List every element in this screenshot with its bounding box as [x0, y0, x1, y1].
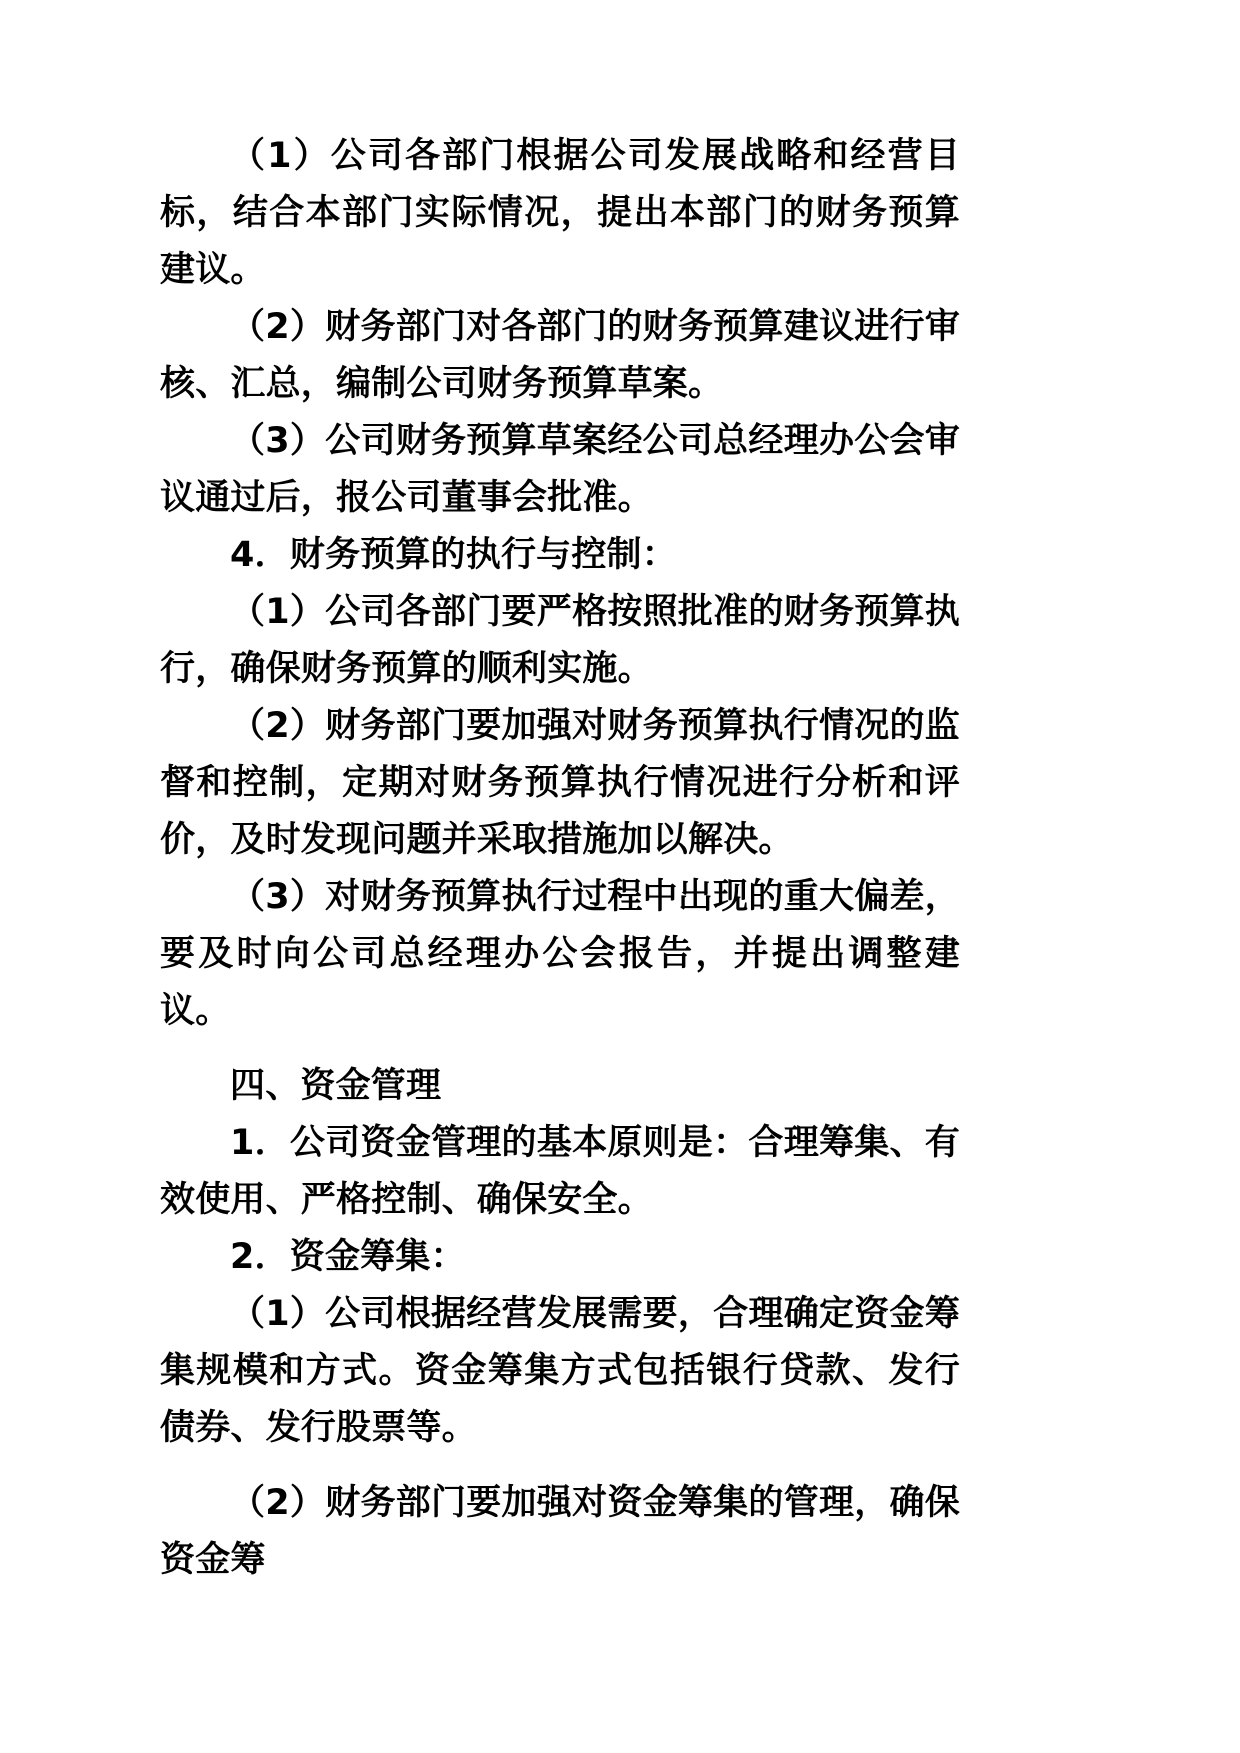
paragraph-budget-proposal: （1）公司各部门根据公司发展战略和经营目标，结合本部门实际情况，提出本部门的财务预算建议。 — [160, 136, 960, 290]
paragraph-fund-raising-heading: 2．资金筹集： — [230, 1237, 466, 1277]
paragraph-fund-raising-management: （2）财务部门要加强对资金筹集的管理，确保资金筹 — [160, 1483, 960, 1580]
paragraph-budget-approval: （3）公司财务预算草案经公司总经理办公会审议通过后，报公司董事会批准。 — [160, 421, 960, 518]
paragraph-section-4-heading: 4．财务预算的执行与控制： — [230, 535, 677, 575]
paragraph-section-four-heading: 四、资金管理 — [230, 1066, 442, 1106]
paragraph-fund-raising-scale: （1）公司根据经营发展需要，合理确定资金筹集规模和方式。资金筹集方式包括银行贷款、发行债券、发行股票等。 — [160, 1294, 960, 1448]
document-body — [160, 128, 960, 1589]
paragraph-execution-strict: （1）公司各部门要严格按照批准的财务预算执行，确保财务预算的顺利实施。 — [160, 592, 960, 689]
paragraph-budget-review: （2）财务部门对各部门的财务预算建议进行审核、汇总，编制公司财务预算草案。 — [160, 307, 960, 404]
paragraph-fund-principles: 1．公司资金管理的基本原则是：合理筹集、有效使用、严格控制、确保安全。 — [160, 1123, 960, 1220]
paragraph-execution-deviation: （3）对财务预算执行过程中出现的重大偏差，要及时向公司总经理办公会报告，并提出调整建议。 — [160, 877, 960, 1031]
paragraph-execution-supervision: （2）财务部门要加强对财务预算执行情况的监督和控制，定期对财务预算执行情况进行分析和评价，及时发现问题并采取措施加以解决。 — [160, 706, 960, 860]
